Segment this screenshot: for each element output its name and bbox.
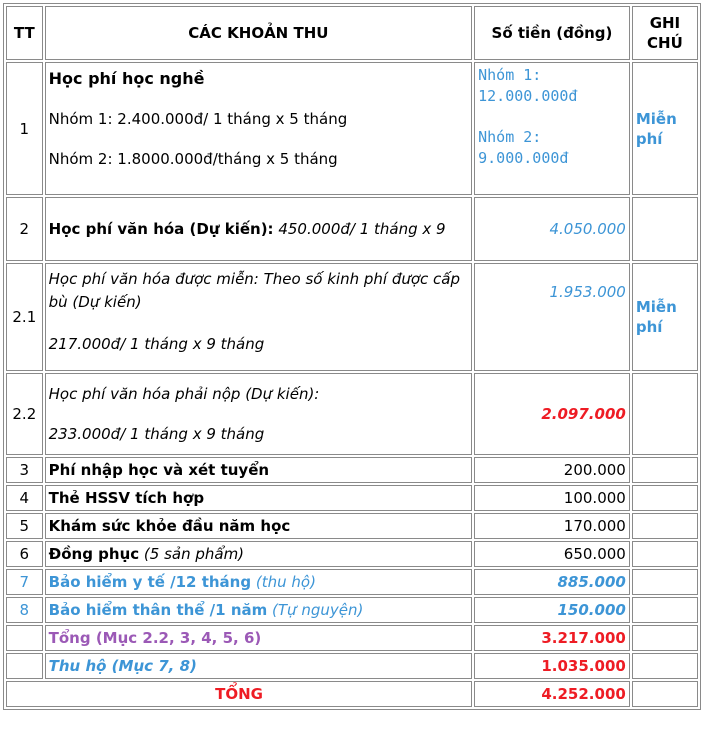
row-4-tt: 4 [6,485,43,511]
table-row-8 [6,597,698,623]
row-6-note [632,541,698,567]
table-row-6 [6,541,698,567]
row-3-amount: 200.000 [474,457,630,483]
table-row-5 [6,513,698,539]
header-note-line1: GHI [649,14,681,32]
row-2-1-amount: 1.953.000 [474,263,630,371]
row-2-title: Học phí văn hóa (Dự kiến): [48,220,274,238]
row-1-line1: Nhóm 1: 2.400.000đ/ 1 tháng x 5 tháng [48,110,348,128]
header-row [6,6,698,60]
row-6-sub: (5 sản phẩm) [139,545,245,563]
row-2-1-note-line1: Miễn [635,298,677,316]
row-2-1-note-line2: phí [635,318,663,336]
row-5-note [632,513,698,539]
row-2-detail: 450.000đ/ 1 tháng x 9 [273,220,446,238]
row-2-note [632,197,698,261]
collect-row [6,653,698,679]
row-2-1-line1: Học phí văn hóa được miễn: Theo số kinh phí được cấp bù (Dự kiến) [48,270,461,311]
row-6-tt: 6 [6,541,43,567]
fee-table [3,3,701,710]
row-3-tt: 3 [6,457,43,483]
row-1-amount2-value: 9.000.000đ [478,149,569,167]
row-8-note [632,597,698,623]
row-2-2-line2: 233.000đ/ 1 tháng x 9 tháng [48,425,265,443]
header-note-line2: CHÚ [647,34,683,52]
row-1-amount1-value: 12.000.000đ [478,87,578,105]
header-note [632,6,698,60]
row-1-line2: Nhóm 2: 1.8000.000đ/tháng x 5 tháng [48,150,338,168]
table-row-4 [6,485,698,511]
row-1-note [632,62,698,195]
table-row-1 [6,62,698,195]
row-5-label: Khám sức khỏe đầu năm học [45,513,472,539]
table-row-2-2 [6,373,698,455]
row-2-1-line2: 217.000đ/ 1 tháng x 9 tháng [48,335,265,353]
row-5-amount: 170.000 [474,513,630,539]
row-3-label: Phí nhập học và xét tuyển [45,457,472,483]
row-6-label: Đồng phục [48,545,140,563]
row-2-tt: 2 [6,197,43,261]
table-row-2-1 [6,263,698,371]
row-1-title: Học phí học nghề [48,69,205,88]
row-8-tt: 8 [6,597,43,623]
collect-tt [6,653,43,679]
row-4-label: Thẻ HSSV tích hợp [45,485,472,511]
row-7-content [45,569,472,595]
collect-amount: 1.035.000 [474,653,630,679]
row-7-note [632,569,698,595]
total-amount: 4.252.000 [474,681,630,707]
row-2-content [45,197,472,261]
row-3-note [632,457,698,483]
row-1-amount1-label: Nhóm 1: [478,66,542,84]
row-2-2-tt: 2.2 [6,373,43,455]
row-6-amount: 650.000 [474,541,630,567]
table-row-2 [6,197,698,261]
header-tt: TT [6,6,43,60]
row-7-tt: 7 [6,569,43,595]
row-1-content [45,62,472,195]
collect-note [632,653,698,679]
row-4-note [632,485,698,511]
row-2-2-note [632,373,698,455]
row-2-1-note [632,263,698,371]
table-row-3 [6,457,698,483]
row-7-label: Bảo hiểm y tế /12 tháng [48,573,252,591]
subtotal-note [632,625,698,651]
header-items: CÁC KHOẢN THU [45,6,472,60]
row-1-amount [474,62,630,195]
row-2-1-content [45,263,472,371]
collect-label: Thu hộ (Mục 7, 8) [45,653,472,679]
subtotal-row [6,625,698,651]
row-4-amount: 100.000 [474,485,630,511]
row-8-label: Bảo hiểm thân thể /1 năm [48,601,268,619]
row-2-1-tt: 2.1 [6,263,43,371]
row-8-amount: 150.000 [474,597,630,623]
row-7-amount: 885.000 [474,569,630,595]
subtotal-amount: 3.217.000 [474,625,630,651]
total-row [6,681,698,707]
subtotal-label: Tổng (Mục 2.2, 3, 4, 5, 6) [45,625,472,651]
row-5-tt: 5 [6,513,43,539]
row-1-note-line1: Miễn [635,109,677,128]
row-2-2-content [45,373,472,455]
row-1-amount2-label: Nhóm 2: [478,128,542,146]
row-6-content [45,541,472,567]
row-8-sub: (Tự nguyện) [267,601,364,619]
row-2-2-line1: Học phí văn hóa phải nộp (Dự kiến): [48,385,320,403]
row-1-tt: 1 [6,62,43,195]
header-amount: Số tiền (đồng) [474,6,630,60]
total-note [632,681,698,707]
subtotal-tt [6,625,43,651]
table-row-7 [6,569,698,595]
row-8-content [45,597,472,623]
row-1-note-line2: phí [635,129,663,148]
row-7-sub: (thu hộ) [251,573,316,591]
row-2-2-amount: 2.097.000 [474,373,630,455]
total-label: TỔNG [6,681,472,707]
row-2-amount: 4.050.000 [474,197,630,261]
